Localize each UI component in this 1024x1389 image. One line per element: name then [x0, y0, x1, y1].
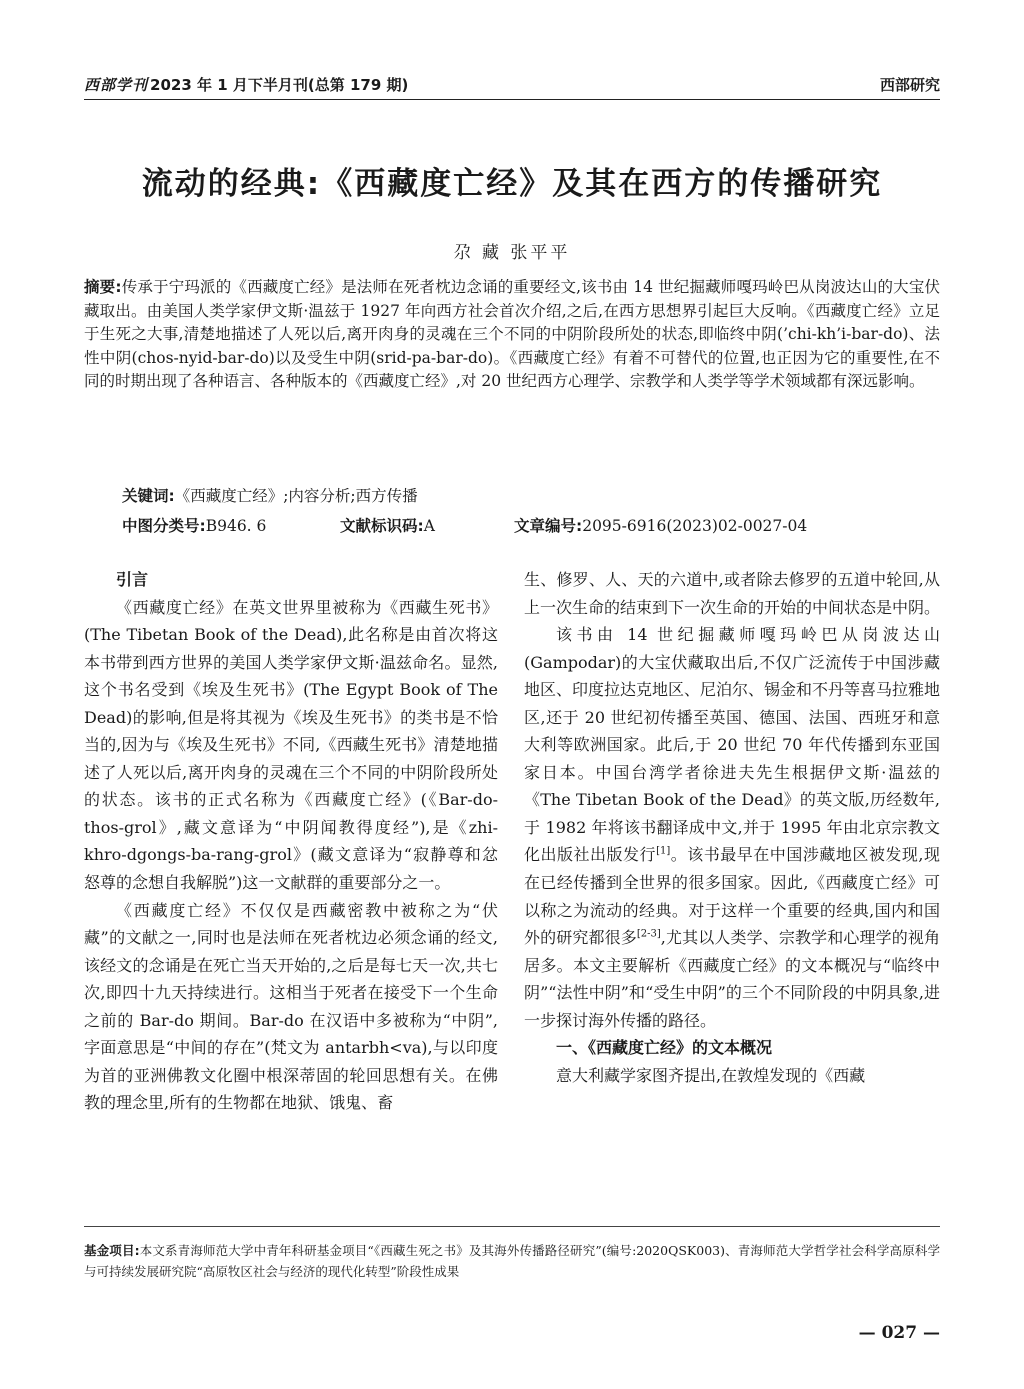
paragraph-text: ,尤其以人类学、宗教学和心理学的视角居多。本文主要解析《西藏度亡经》的文本概况与“临终中阴”“法性中阴”和“受生中阴”的三个不同阶段的中阴具象,进一步探讨海外传播的路径。 [524, 928, 940, 1030]
keywords-label: 关键词: [122, 487, 175, 505]
citation-ref: [2-3] [636, 928, 661, 940]
clc-value: B946. 6 [205, 517, 267, 535]
citation-ref: [1] [656, 846, 671, 858]
left-column [84, 566, 498, 1117]
section-label: 西部研究 [879, 76, 940, 94]
body-paragraph: 《西藏度亡经》不仅仅是西藏密教中被称之为“伏藏”的文献之一,同时也是法师在死者枕边必须念诵的经文,该经文的念诵是在死亡当天开始的,之后是每七天一次,共七次,即四十九天持续进行。这相当于死者在接受下一个生命之前的 Bar-do 期间。Bar-do 在汉语中多被称为“中阴”,字面意思是“中间的存在”(梵文为 antarbh<va),与以印度为首的亚洲佛教文化圈中根深蒂固的轮回思想有关。在佛教的理念里,所有的生物都在地狱、饿鬼、畜 [84, 900, 498, 1113]
issue-label: 2023 年 1 月下半月刊(总第 179 期) [150, 76, 409, 94]
article-number [514, 514, 807, 536]
document-code-value: A [423, 517, 435, 535]
body-paragraph [524, 621, 940, 1034]
keywords-text: 《西藏度亡经》;内容分析;西方传播 [174, 487, 418, 505]
paragraph-text: 。该书最早在中国涉藏地区被发现,现在已经传播到全世界的很多国家。因此,《西藏度亡经》可以称之为流动的经典。对于这样一个重要的经典,国内和国外的研究都很多 [524, 845, 940, 948]
clc-label: 中图分类号: [122, 517, 206, 535]
footnote-text: 本文系青海师范大学中青年科研基金项目“《西藏生死之书》及其海外传播路径研究”(编号:2020QSK003)、青海师范大学哲学社会科学高原科学与可持续发展研究院“高原牧区社会与经济的现代化转型”阶段性成果 [84, 1243, 940, 1279]
right-column [524, 566, 940, 1089]
article-number-value: 2095-6916(2023)02-0027-04 [582, 517, 808, 535]
running-header [84, 72, 940, 100]
journal-logo: 西部学刊 [84, 76, 149, 94]
journal-issue [84, 74, 408, 95]
body-paragraph: 意大利藏学家图齐提出,在敦煌发现的《西藏 [556, 1065, 866, 1085]
abstract-label: 摘要: [84, 278, 122, 296]
article-number-label: 文章编号: [514, 517, 583, 535]
section-heading: 一、《西藏度亡经》的文本概况 [556, 1038, 773, 1058]
footnote-divider [84, 1226, 940, 1227]
abstract-text: 传承于宁玛派的《西藏度亡经》是法师在死者枕边念诵的重要经文,该书由 14 世纪掘藏师嘎玛岭巴从岗波达山的大宝伏藏取出。由美国人类学家伊文斯·温兹于 1927 年向西方社会首次介绍,之后,在西方思想界引起巨大反响。《西藏度亡经》立足于生死之大事,清楚地描述了人死以后,离开肉身的灵魂在三个不同的中阴阶段所处的状态,即临终中阴(’chi-kh’i-bar-do)、法性中阴(chos-nyid-bar-do)以及受生中阴(srid-pa-bar-do)。《西藏度亡经》有着不可替代的位置,也正因为它的重要性,在不同的时期出现了各种语言、各种版本的《西藏度亡经》,对 20 世纪西方心理学、宗教学和人类学等学术领域都有深远影响。 [84, 278, 940, 391]
document-code-label: 文献标识码: [340, 517, 424, 535]
clc-number [122, 514, 266, 536]
paragraph-text: 该书由 14 世纪掘藏师嘎玛岭巴从岗波达山(Gampodar)的大宝伏藏取出后,不仅广泛流传于中国涉藏地区、印度拉达克地区、尼泊尔、锡金和不丹等喜马拉雅地区,还于 20 世纪初传播至英国、德国、法国、西班牙和意大利等欧洲国家。此后,于 20 世纪 70 年代传播到东亚国家日本。中国台湾学者徐进夫先生根据伊文斯·温兹的《The Tibetan Book of the Dead》的英文版,历经数年,于 1982 年将该书翻译成中文,并于 1995 年由北京宗教文化出版社出版发行 [524, 625, 941, 865]
document-code [340, 514, 435, 536]
authors: 尕 藏 张平平 [453, 243, 571, 263]
footnote-label: 基金项目: [84, 1243, 140, 1258]
funding-footnote [84, 1240, 940, 1282]
header-divider [84, 99, 940, 100]
page-number: — 027 — [858, 1323, 940, 1343]
abstract [84, 276, 940, 394]
intro-heading: 引言 [116, 570, 149, 589]
article-title: 流动的经典:《西藏度亡经》及其在西方的传播研究 [141, 166, 883, 202]
keywords [122, 484, 940, 506]
body-paragraph: 生、修罗、人、天的六道中,或者除去修罗的五道中轮回,从上一次生命的结束到下一次生命的开始的中间状态是中阴。 [524, 570, 941, 617]
body-paragraph: 《西藏度亡经》在英文世界里被称为《西藏生死书》(The Tibetan Book of the Dead),此名称是由首次将这本书带到西方世界的美国人类学家伊文斯·温兹命名。显然,这个书名受到《埃及生死书》(The Egypt Book of The Dead)的影响,但是将其视为《埃及生死书》的类书是不恰当的,因为与《埃及生死书》不同,《西藏生死书》清楚地描述了人死以后,离开肉身的灵魂在三个不同的中阴阶段所处的状态。该书的正式名称为《西藏度亡经》(《Bar-do-thos-grol》,藏文意译为“中阴闻教得度经”),是《zhi-khro-dgongs-ba-rang-grol》(藏文意译为“寂静尊和忿怒尊的念想自我解脱”)这一文献群的重要部分之一。 [84, 597, 498, 893]
